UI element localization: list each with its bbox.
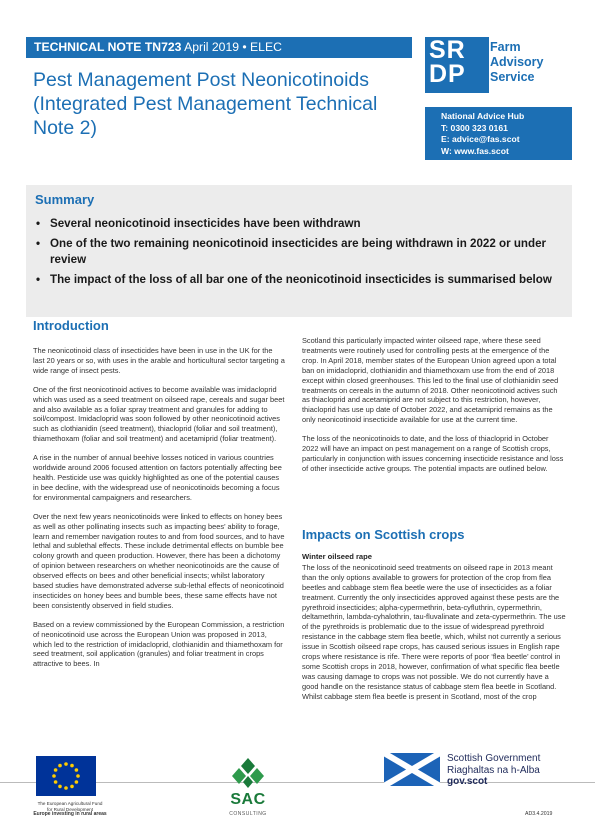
gov-line-3: gov.scot — [447, 776, 488, 787]
eu-flag-icon — [36, 756, 96, 796]
intro-paragraph: One of the first neonicotinoid actives to become available was imidacloprid which was used as a seed treatment on oilseed rape, cereals and sugar beet and also available as a foliar spray treatment and granules for adding to soil/compost. Imidacloprid was soon followed by other neonicotinoid actives such as clothianidin (seed treatment), thiacloprid (foliar and soil treatment), thiamethoxam (foliar and soil treatment) and acetamiprid (foliar treatment). — [33, 384, 285, 444]
left-column — [33, 346, 285, 669]
impacts-heading: Impacts on Scottish crops — [302, 527, 465, 542]
contact-hub: National Advice Hub — [441, 111, 525, 121]
intro-paragraph: The neonicotinoid class of insecticides have been in use in the UK for the last 20 years or so, with uses in the arable and horticultural sector targeting a wide range of insect pests. — [33, 346, 285, 375]
note-label: TECHNICAL NOTE TN723 — [34, 40, 182, 54]
intro-paragraph: A rise in the number of annual beehive losses noticed in various countries worldwide around 2006 focused attention on factors potentially affecting bee health. Pesticide use was quickly highlighted as one of the potential causes in bee decline, with the widespread use of neonicotinoids becoming a focus for environmental campaigners and researchers. — [33, 453, 282, 502]
impacts-paragraph: The loss of the neonicotinoid seed treatments on oilseed rape in 2013 meant than the only options available to growers for protection of the crop from flea beetles and cabbage stem flea beetle were the use of insecticides as a foliar treatment. Currently the only insecticides approved against these pests are the pyrethroid insecticides; alpha-cypermethrin, beta-cyfluthrin, cypermethrin, deltamethrin, lambda-cyhalothrin, tau-fluvalinate and zeta-cypermethrin. The use of the pyrethroids is problematic due to the issue of widespread pyrethroid resistance in the cabbage stem flea beetle, which, whilst not currently a serious issue in Scottish oilseed rape crops, has caused serious issues in English rape crops where resistance is rife. There were reports of poor ‘flea beetle’ control in some Scottish crops in 2018, however, confirmation of what specific flea beetle was causing damage to crops was not possible. We do not currently have a good handle on the resistance status of cabbage stem flea beetle in Scotland. Whilst cabbage stem flea beetle is present in Scotland, most of the crop — [302, 562, 566, 701]
impacts-column — [302, 552, 566, 702]
summary-box — [26, 185, 572, 317]
summary-heading: Summary — [35, 192, 95, 207]
gov-line-2: Riaghaltas na h-Alba — [447, 764, 540, 776]
sac-logo-icon — [228, 756, 268, 795]
gov-line-1: Scottish Government — [447, 753, 541, 764]
logo-letters-bottom: DP — [429, 60, 466, 88]
summary-list — [34, 216, 554, 291]
eu-line-1: The European Agricultural Fund — [37, 801, 103, 806]
right-paragraph: Scotland this particularly impacted winter oilseed rape, where these seed treatments were routinely used for controlling pests at the emergence of the crop. In April 2018, member states of the European Union agreed upon a total ban on imidacloprid, clothianidin and thiamethoxam use from the end of 2018 except within closed greenhouses. This led to the final use of clothianidin seed treatments on cereals in the autumn of 2018. Other neonicotinoid actives such as thiacloprid and acetamiprid are not subject to this restriction, however, thiacloprid has use up date of October 2022, and acetamiprid remains as the only neonicotinoid insecticide available for use at the current time. — [302, 336, 559, 425]
eu-fund-text — [30, 801, 110, 818]
logo-line-service: Service — [490, 70, 535, 84]
logo-letters-top: SR — [429, 36, 466, 64]
right-column — [302, 336, 566, 483]
summary-bullet: • One of the two remaining neonicotinoid insecticides are being withdrawn in 2022 or under review — [36, 236, 547, 266]
note-date: April 2019 • ELEC — [184, 40, 282, 54]
eu-line-2: for Rural Development — [47, 806, 93, 812]
saltire-flag-icon — [384, 753, 440, 786]
summary-bullet-text: The impact of the loss of all bar one of the neonicotinoid insecticides is summarised below — [50, 272, 552, 286]
summary-bullet-text: Several neonicotinoid insecticides have been withdrawn — [50, 217, 361, 230]
sac-logo-sub: CONSULTING — [229, 811, 267, 817]
document-title: Pest Management Post Neonicotinoids (Integrated Pest Management Technical Note 2) — [33, 69, 378, 139]
fas-logo-letters — [429, 38, 466, 86]
document-reference: AD3.4.2019 — [525, 811, 553, 817]
intro-paragraph: Over the next few years neonicotinoids were linked to effects on honey bees as well as other pollinating insects such as impacting bees’ ability to forage, learn and remember navigation routes to and from food sources, and to have lethal and sublethal effects. These include detrimental effects on bumble bee colony growth and queen production. However, there has been a dichotomy of opinion between researchers on whether neonicotinoids are the cause of observed effects on bees and other beneficial insects; whilst laboratory based studies have demonstrated adverse sub-lethal effects of neonicotinoid insecticides on honey bees and bumble bees, these same effects have not been consistently observed in field studies. — [33, 511, 285, 610]
right-paragraph: The loss of the neonicotinoids to date, and the loss of thiacloprid in October 2022 will have an impact on pest management on a range of Scottish crops, particularly in conjunction with issues concerning insecticide resistance and loss of other insecticide active groups. The potential impacts are outlined below. — [302, 434, 564, 473]
intro-paragraph: Based on a review commissioned by the European Commission, a restriction of neonicotinoid use across the European Union was proposed in 2013, which led to the restriction of imidacloprid, clothianidin and thiamethoxam for seed treatment, soil application (granules) and foliar treatment in crops attractive to bees. In — [33, 619, 285, 669]
technical-note-banner — [26, 37, 412, 58]
summary-bullet: • The impact of the loss of all bar one of the neonicotinoid insecticides is summarised below — [36, 272, 552, 286]
eu-line-3: Europe investing in rural areas — [33, 811, 107, 818]
summary-bullet: • Several neonicotinoid insecticides have been withdrawn — [36, 217, 361, 230]
introduction-heading: Introduction — [33, 318, 109, 333]
contact-email[interactable]: E: advice@fas.scot — [441, 134, 520, 144]
contact-box — [425, 107, 572, 160]
logo-line-farm: Farm — [490, 40, 521, 54]
contact-web[interactable]: W: www.fas.scot — [441, 145, 509, 156]
logo-line-advisory: Advisory — [490, 55, 544, 69]
fas-logo-name — [490, 40, 544, 85]
contact-phone: T: 0300 323 0161 — [441, 122, 508, 133]
sac-logo-name: SAC — [230, 791, 266, 808]
winter-oilseed-rape-subheading: Winter oilseed rape — [302, 552, 372, 561]
scottish-government-logo — [447, 753, 540, 788]
summary-bullet-text: One of the two remaining neonicotinoid insecticides are being withdrawn in 2022 or under review — [50, 236, 547, 266]
